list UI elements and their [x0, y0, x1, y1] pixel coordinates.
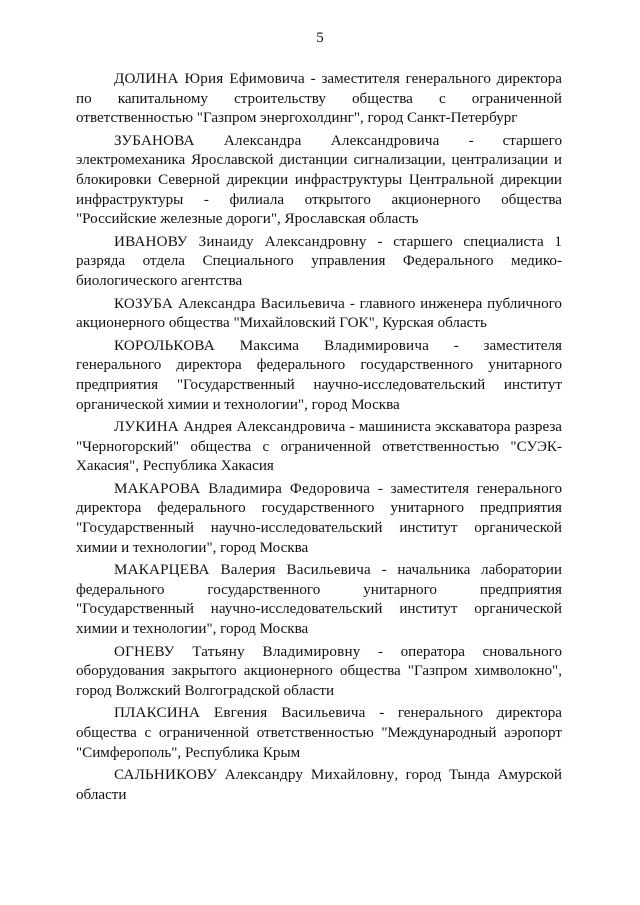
- list-entry: [76, 704, 562, 763]
- list-entry: [76, 480, 562, 558]
- award-list: [76, 70, 562, 808]
- person-details: - главного инженера публичного акционерного общества "Михайловский ГОК", Курская область: [76, 295, 562, 332]
- person-name: ПЛАКСИНА Евгения Васильевича: [114, 705, 366, 722]
- list-entry: [76, 766, 562, 805]
- person-details: - заместителя генерального директора федерального государственного унитарного предприятия "Государственный научно-исследовательский институт органической химии и технологии", город Москва: [76, 480, 562, 556]
- person-details: - генерального директора общества с ограниченной ответственностью "Международный аэропорт "Симферополь", Республика Крым: [76, 705, 562, 761]
- person-name: КОРОЛЬКОВА Максима Владимировича: [114, 337, 430, 354]
- person-details: - старшего специалиста 1 разряда отдела Специального управления Федерального медико-биологического агентства: [76, 233, 562, 289]
- list-entry: [76, 643, 562, 702]
- person-name: КОЗУБА Александра Васильевича: [114, 295, 346, 312]
- person-details: - старшего электромеханика Ярославской дистанции сигнализации, централизации и блокировки Северной дирекции инфраструктуры Центральной дирекции инфраструктуры - филиала открытого акционерного общества "Российские железные дороги", Ярославская область: [76, 132, 562, 228]
- person-name: МАКАРОВА Владимира Федоровича: [114, 480, 371, 497]
- list-entry: [76, 295, 562, 334]
- person-details: - начальника лаборатории федерального государственного унитарного предприятия "Государственный научно-исследовательский институт органической химии и технологии", город Москва: [76, 562, 562, 638]
- person-name: САЛЬНИКОВУ Александру Михайловну: [114, 767, 395, 784]
- person-name: ОГНЕВУ Татьяну Владимировну: [114, 643, 361, 660]
- page-number: 5: [316, 30, 324, 46]
- person-details: - заместителя генерального директора федерального государственного унитарного предприятия "Государственный научно-исследовательский институт органической химии и технологии", город Москва: [76, 337, 562, 413]
- person-name: ИВАНОВУ Зинаиду Александровну: [114, 233, 367, 250]
- list-entry: [76, 233, 562, 292]
- list-entry: [76, 132, 562, 230]
- person-details: , город Тында Амурской области: [76, 767, 563, 803]
- person-name: ЗУБАНОВА Александра Александровича: [114, 132, 440, 149]
- list-entry: [76, 70, 562, 129]
- person-details: - оператора сновального оборудования закрытого акционерного общества "Газпром химволокно", город Волжский Волгоградской области: [76, 643, 563, 699]
- person-name: ДОЛИНА Юрия Ефимовича: [114, 71, 305, 87]
- person-details: - заместителя генерального директора по капитальному строительству общества с ограниченной ответственностью "Газпром энергохолдинг", город Санкт-Петербург: [76, 71, 562, 127]
- list-entry: [76, 337, 562, 415]
- list-entry: [76, 561, 562, 639]
- list-entry: [76, 418, 562, 477]
- person-name: ЛУКИНА Андрея Александровича: [114, 419, 346, 436]
- person-name: МАКАРЦЕВА Валерия Васильевича: [114, 562, 371, 579]
- person-details: - машиниста экскаватора разреза "Черногорский" общества с ограниченной ответственностью "СУЭК-Хакасия", Республика Хакасия: [76, 419, 563, 475]
